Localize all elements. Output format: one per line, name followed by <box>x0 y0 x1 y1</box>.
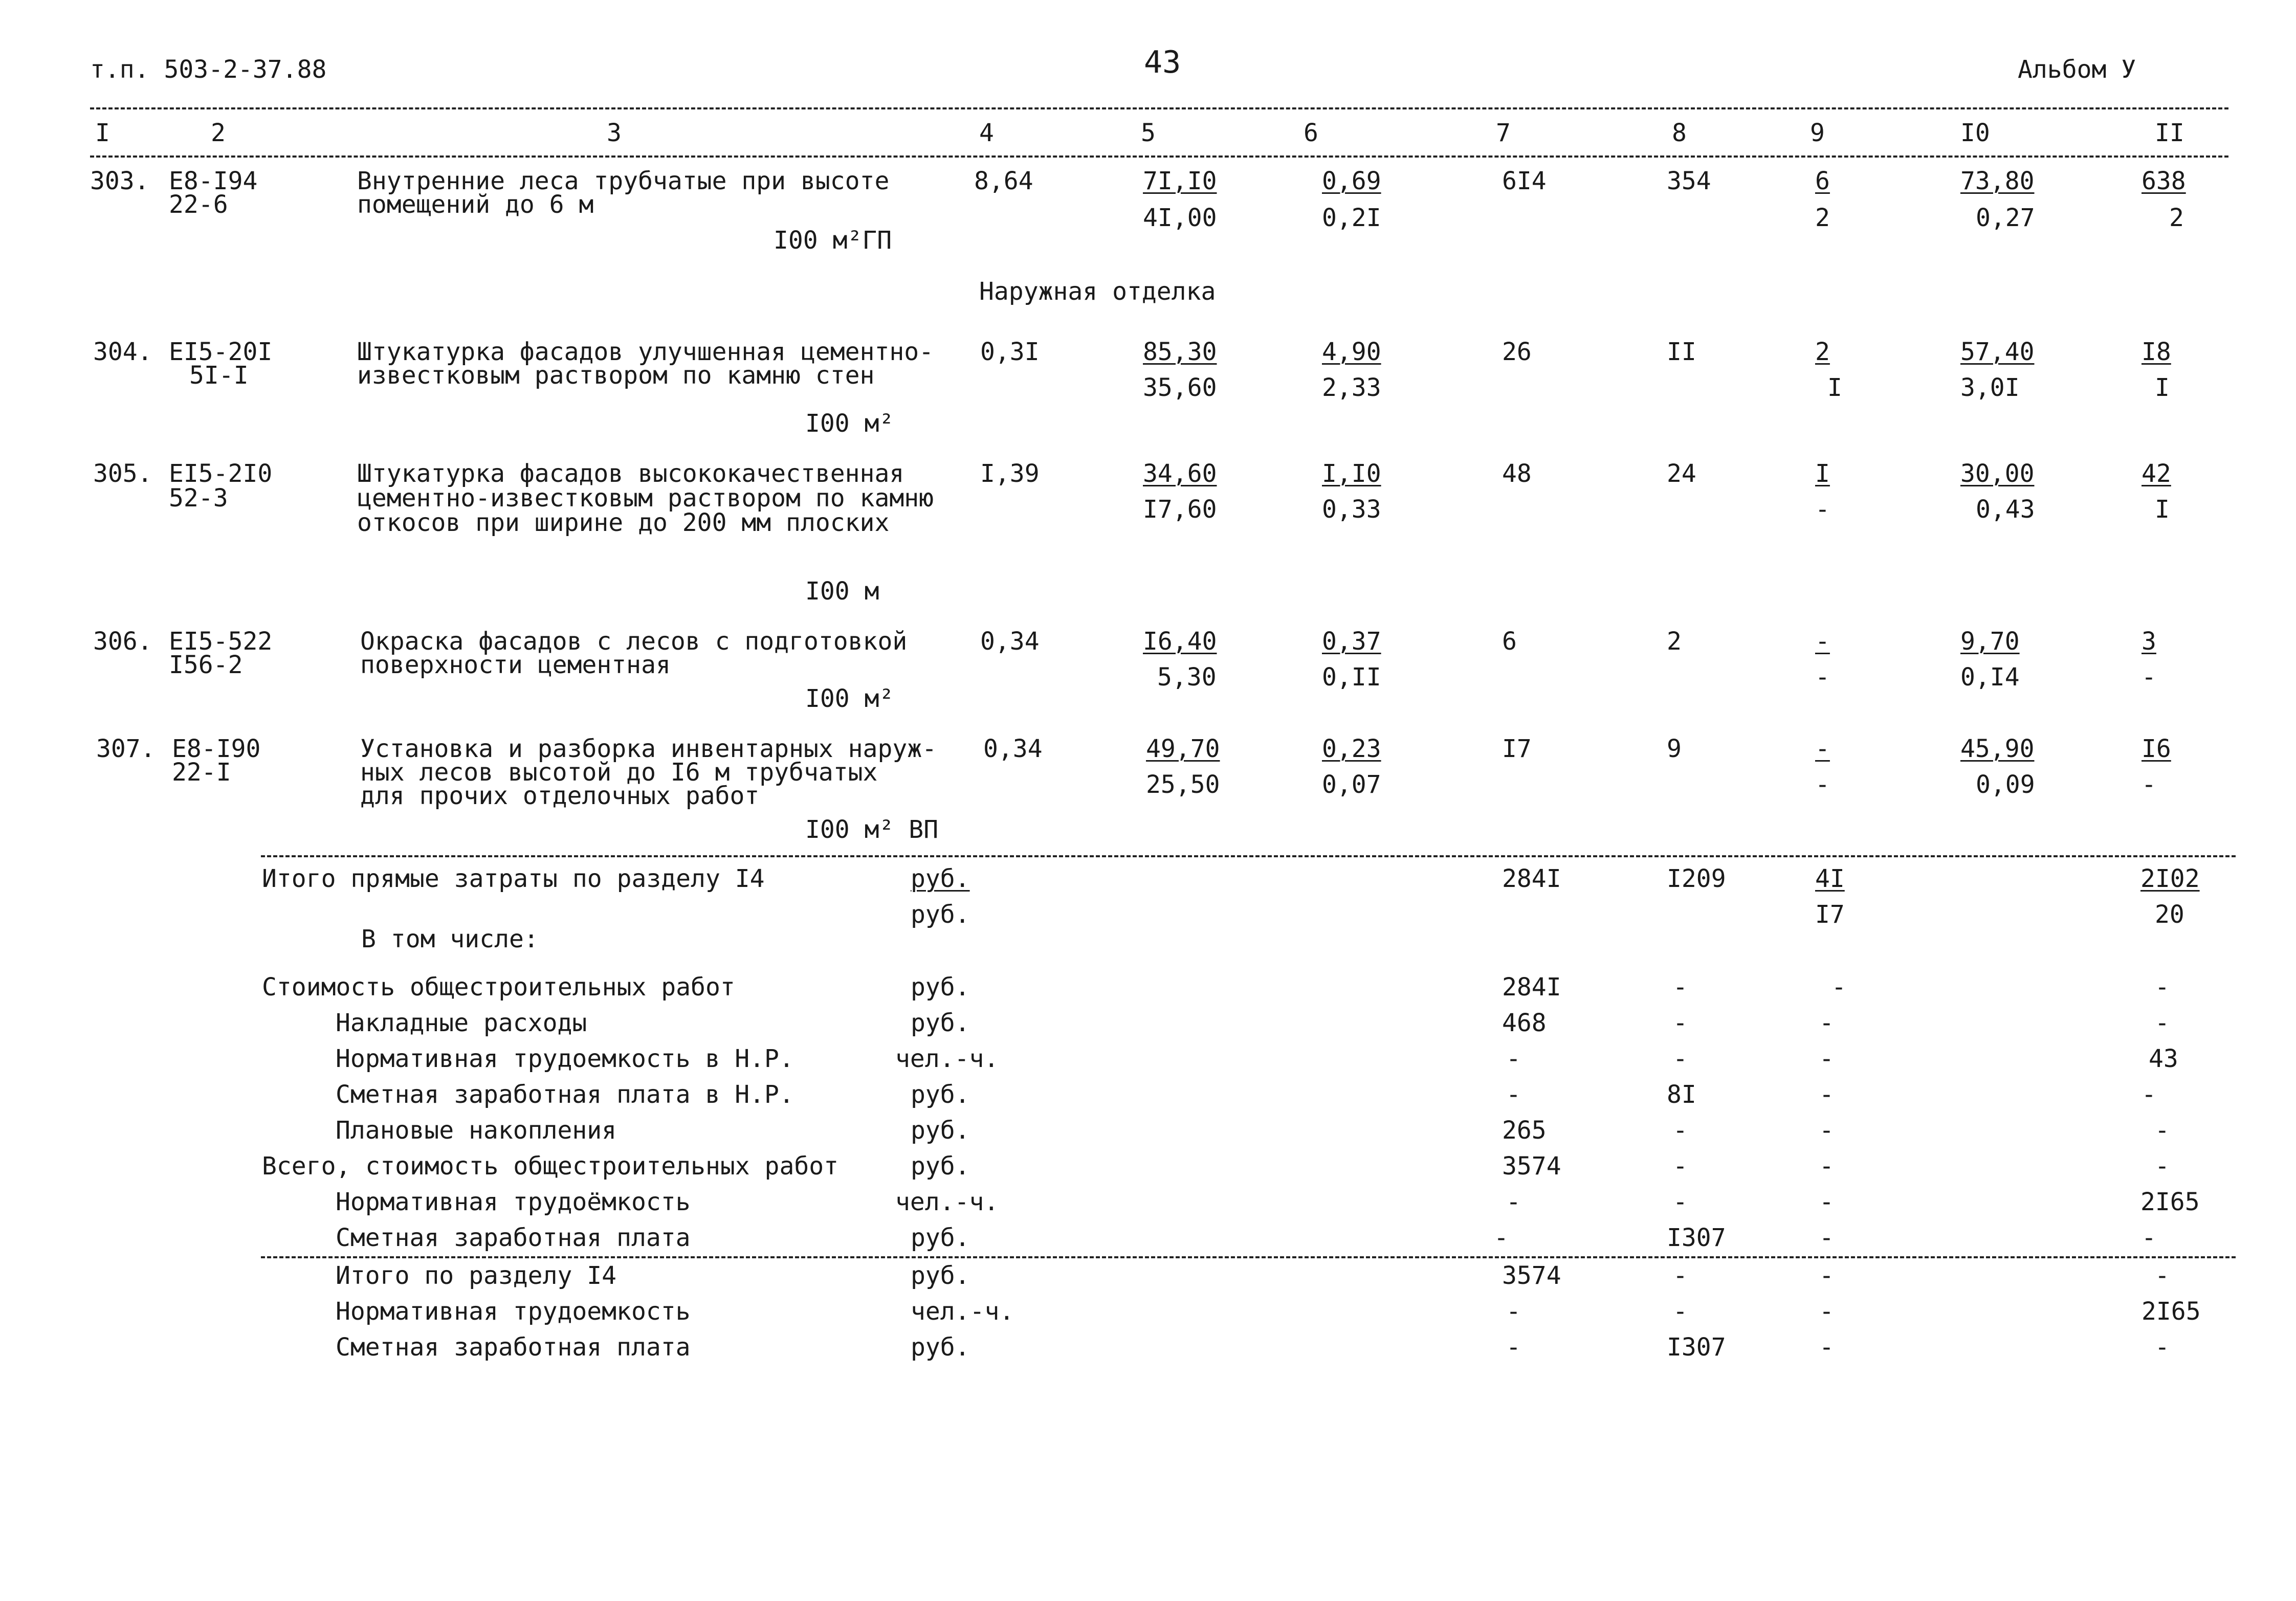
total-cost: 6 <box>1502 627 1517 656</box>
summary-wage: I307 <box>1667 1333 1726 1362</box>
col-header: I <box>95 119 110 147</box>
labor-machine-total: - <box>2142 770 2156 799</box>
header-top-rule <box>90 107 2228 109</box>
summary-wage: - <box>1673 1188 1688 1216</box>
work-description: для прочих отделочных работ <box>360 782 760 810</box>
summary-wage: - <box>1673 1009 1688 1037</box>
total-machine: I <box>1815 459 1830 488</box>
summary-label: Нормативная трудоёмкость <box>336 1188 691 1216</box>
summary-machine: - <box>1819 1044 1834 1073</box>
summary-cost: 3574 <box>1502 1261 1561 1290</box>
total-wage: II <box>1667 338 1696 366</box>
summary-unit: чел.-ч. <box>895 1044 999 1073</box>
summary-unit: руб. <box>911 1080 970 1109</box>
unit-of-measure: I00 м²ГП <box>774 226 892 255</box>
summary-wage: - <box>1673 1261 1688 1290</box>
work-description: Окраска фасадов с лесов с подготовкой <box>360 627 908 656</box>
labor-per-unit: 45,90 <box>1960 735 2035 763</box>
summary-labor: - <box>2142 1224 2156 1252</box>
summary-cost: - <box>1506 1188 1521 1216</box>
summary-cost: - <box>1506 1080 1521 1109</box>
summary-cost: 265 <box>1502 1116 1547 1145</box>
summary-labor: - <box>2155 1116 2170 1145</box>
quantity: I,39 <box>980 459 1040 488</box>
total-cost: I7 <box>1502 735 1532 763</box>
work-description: откосов при ширине до 200 мм плоских <box>357 508 890 537</box>
labor-machine-per-unit: 0,43 <box>1976 495 2035 524</box>
summary-machine: - <box>1819 1116 1834 1145</box>
row-number: 304. <box>93 338 152 366</box>
rate-code-sub: I56-2 <box>169 651 243 679</box>
work-description: Установка и разборка инвентарных наруж- <box>360 735 937 763</box>
summary-wage: - <box>1673 1116 1688 1145</box>
total-machine: 2 <box>1815 338 1830 366</box>
labor-machine-total: - <box>2142 663 2156 692</box>
unit-wage: 35,60 <box>1143 373 1217 402</box>
machine-wage: 2,33 <box>1322 373 1381 402</box>
summary-machine: - <box>1819 1152 1834 1181</box>
summary-unit: руб. <box>911 1333 970 1362</box>
rate-code: Е8-I94 <box>169 167 258 195</box>
col-header: II <box>2155 119 2184 147</box>
total-machine-wage: I7 <box>1815 900 1845 929</box>
machine-cost: 0,69 <box>1322 167 1381 195</box>
summary-labor: - <box>2155 1333 2170 1362</box>
total-wage: 9 <box>1667 735 1682 763</box>
total-machine-wage: - <box>1815 663 1830 692</box>
summary-labor: - <box>2155 1261 2170 1290</box>
summary-label: Сметная заработная плата <box>336 1224 691 1252</box>
summary-label: Сметная заработная плата в Н.Р. <box>336 1080 794 1109</box>
row-number: 307. <box>96 735 156 763</box>
totals-bottom-rule <box>261 1256 2236 1258</box>
total-machine-wage: - <box>1815 495 1830 524</box>
summary-wage: - <box>1673 1044 1688 1073</box>
quantity: 0,34 <box>983 735 1043 763</box>
summary-unit: руб. <box>911 1224 970 1252</box>
labor-machine-total: I <box>2155 495 2170 524</box>
summary-cost: - <box>1506 1333 1521 1362</box>
labor-total: I6 <box>2142 735 2171 763</box>
summary-machine: - <box>1819 1224 1834 1252</box>
machine-cost: 0,37 <box>1322 627 1381 656</box>
labor-total: I8 <box>2142 338 2171 366</box>
totals-top-rule <box>261 855 2236 857</box>
total-machine: 6 <box>1815 167 1830 195</box>
total-machine-wage: I <box>1827 373 1842 402</box>
summary-labor: - <box>2155 973 2170 1002</box>
unit-cost: I6,40 <box>1143 627 1217 656</box>
summary-machine: - <box>1819 1188 1834 1216</box>
unit-of-measure: I00 м² <box>805 409 894 438</box>
work-description: цементно-известковым раствором по камню <box>357 484 934 513</box>
summary-cost: - <box>1494 1224 1509 1252</box>
labor-total: 638 <box>2142 167 2186 195</box>
unit-of-measure: I00 м² <box>805 684 894 713</box>
summary-machine: - <box>1819 1261 1834 1290</box>
in-that-number-label: В том числе: <box>361 925 539 953</box>
summary-labor: - <box>2155 1152 2170 1181</box>
total-wage: I209 <box>1667 864 1726 893</box>
labor-total: 3 <box>2142 627 2156 656</box>
total-unit: руб. <box>911 864 970 893</box>
work-description: Внутренние леса трубчатые при высоте <box>357 167 890 195</box>
quantity: 8,64 <box>974 167 1033 195</box>
machine-cost: 0,23 <box>1322 735 1381 763</box>
machine-wage: 0,2I <box>1322 204 1381 232</box>
rate-code: ЕI5-2I0 <box>169 459 273 488</box>
doc-reference: т.п. 503-2-37.88 <box>90 55 327 84</box>
summary-machine: - <box>1831 973 1846 1002</box>
labor-machine-per-unit: 0,I4 <box>1960 663 2020 692</box>
summary-wage: - <box>1673 1297 1688 1326</box>
labor-per-unit: 73,80 <box>1960 167 2035 195</box>
unit-of-measure: I00 м <box>805 577 879 606</box>
total-wage: 2 <box>1667 627 1682 656</box>
total-machine: 4I <box>1815 864 1845 893</box>
summary-machine: - <box>1819 1080 1834 1109</box>
summary-label: Нормативная трудоемкость в Н.Р. <box>336 1044 794 1073</box>
total-machine-wage: - <box>1815 770 1830 799</box>
machine-cost: 4,90 <box>1322 338 1381 366</box>
summary-label: Итого по разделу I4 <box>336 1261 617 1290</box>
summary-labor: - <box>2155 1009 2170 1037</box>
summary-cost: - <box>1506 1297 1521 1326</box>
total-cost: 284I <box>1502 864 1561 893</box>
summary-unit: руб. <box>911 1009 970 1037</box>
summary-label: Всего, стоимость общестроительных работ <box>262 1152 839 1181</box>
row-number: 305. <box>93 459 152 488</box>
machine-wage: 0,33 <box>1322 495 1381 524</box>
col-header: 3 <box>607 119 622 147</box>
summary-wage: - <box>1673 973 1688 1002</box>
work-description: Штукатурка фасадов улучшенная цементно- <box>357 338 934 366</box>
summary-labor: - <box>2142 1080 2156 1109</box>
rate-code-sub: 22-I <box>172 758 231 787</box>
row-number: 306. <box>93 627 152 656</box>
quantity: 0,3I <box>980 338 1040 366</box>
rate-code: ЕI5-20I <box>169 338 273 366</box>
total-wage: 24 <box>1667 459 1696 488</box>
summary-unit: чел.-ч. <box>911 1297 1014 1326</box>
labor-per-unit: 9,70 <box>1960 627 2020 656</box>
labor-machine-total: 20 <box>2155 900 2184 929</box>
total-machine: - <box>1815 735 1830 763</box>
section-heading: Наружная отделка <box>979 277 1216 306</box>
labor-machine-total: I <box>2155 373 2170 402</box>
col-header: 8 <box>1672 119 1687 147</box>
unit-wage: I7,60 <box>1143 495 1217 524</box>
total-cost: 48 <box>1502 459 1532 488</box>
work-description: поверхности цементная <box>360 651 671 679</box>
machine-cost: I,I0 <box>1322 459 1381 488</box>
summary-cost: - <box>1506 1044 1521 1073</box>
labor-machine-total: 2 <box>2169 204 2184 232</box>
col-header: 2 <box>211 119 226 147</box>
work-description: ных лесов высотой до I6 м трубчатых <box>360 758 878 787</box>
labor-total: 2I02 <box>2140 864 2200 893</box>
summary-label: Плановые накопления <box>336 1116 617 1145</box>
summary-machine: - <box>1819 1009 1834 1037</box>
total-machine: - <box>1815 627 1830 656</box>
col-header: 9 <box>1810 119 1825 147</box>
summary-label: Нормативная трудоемкость <box>336 1297 691 1326</box>
summary-label: Стоимость общестроительных работ <box>262 973 735 1002</box>
summary-wage: - <box>1673 1152 1688 1181</box>
summary-label: Накладные расходы <box>336 1009 587 1037</box>
col-header: 5 <box>1141 119 1156 147</box>
summary-unit: чел.-ч. <box>895 1188 999 1216</box>
summary-labor: 43 <box>2149 1044 2178 1073</box>
header-bottom-rule <box>90 155 2228 158</box>
labor-per-unit: 57,40 <box>1960 338 2035 366</box>
total-cost: 26 <box>1502 338 1532 366</box>
work-description: помещений до 6 м <box>357 190 594 219</box>
labor-per-unit: 30,00 <box>1960 459 2035 488</box>
col-header: 6 <box>1304 119 1318 147</box>
work-description: Штукатурка фасадов высококачественная <box>357 459 904 488</box>
summary-cost: 3574 <box>1502 1152 1561 1181</box>
row-number: 303. <box>90 167 149 195</box>
unit-of-measure: I00 м² ВП <box>805 815 939 844</box>
summary-machine: - <box>1819 1297 1834 1326</box>
machine-wage: 0,07 <box>1322 770 1381 799</box>
summary-machine: - <box>1819 1333 1834 1362</box>
quantity: 0,34 <box>980 627 1040 656</box>
summary-unit: руб. <box>911 1116 970 1145</box>
summary-wage: I307 <box>1667 1224 1726 1252</box>
unit-wage: 5,30 <box>1157 663 1217 692</box>
total-machine-wage: 2 <box>1815 204 1830 232</box>
summary-unit: руб. <box>911 973 970 1002</box>
col-header: 7 <box>1496 119 1511 147</box>
unit-wage: 25,50 <box>1146 770 1220 799</box>
unit-wage: 4I,00 <box>1143 204 1217 232</box>
total-wage: 354 <box>1667 167 1711 195</box>
total-unit: руб. <box>911 900 970 929</box>
summary-unit: руб. <box>911 1152 970 1181</box>
summary-wage: 8I <box>1667 1080 1696 1109</box>
unit-cost: 7I,I0 <box>1143 167 1217 195</box>
rate-code-sub: 22-6 <box>169 190 228 219</box>
page-number: 43 <box>1144 45 1181 80</box>
rate-code: Е8-I90 <box>172 735 261 763</box>
total-cost: 6I4 <box>1502 167 1547 195</box>
rate-code-sub: 5I-I <box>189 361 249 390</box>
labor-total: 42 <box>2142 459 2171 488</box>
summary-cost: 468 <box>1502 1009 1547 1037</box>
summary-cost: 284I <box>1502 973 1561 1002</box>
machine-wage: 0,II <box>1322 663 1381 692</box>
rate-code-sub: 52-3 <box>169 484 228 513</box>
rate-code: ЕI5-522 <box>169 627 273 656</box>
work-description: известковым раствором по камню стен <box>357 361 875 390</box>
col-header: I0 <box>1960 119 1990 147</box>
labor-machine-per-unit: 3,0I <box>1960 373 2020 402</box>
album-label: Альбом У <box>2018 55 2136 84</box>
summary-labor: 2I65 <box>2142 1297 2201 1326</box>
unit-cost: 85,30 <box>1143 338 1217 366</box>
unit-cost: 49,70 <box>1146 735 1220 763</box>
col-header: 4 <box>979 119 994 147</box>
summary-labor: 2I65 <box>2140 1188 2200 1216</box>
labor-machine-per-unit: 0,09 <box>1976 770 2035 799</box>
unit-cost: 34,60 <box>1143 459 1217 488</box>
summary-label: Сметная заработная плата <box>336 1333 691 1362</box>
labor-machine-per-unit: 0,27 <box>1976 204 2035 232</box>
total-label: Итого прямые затраты по разделу I4 <box>262 864 765 893</box>
summary-unit: руб. <box>911 1261 970 1290</box>
